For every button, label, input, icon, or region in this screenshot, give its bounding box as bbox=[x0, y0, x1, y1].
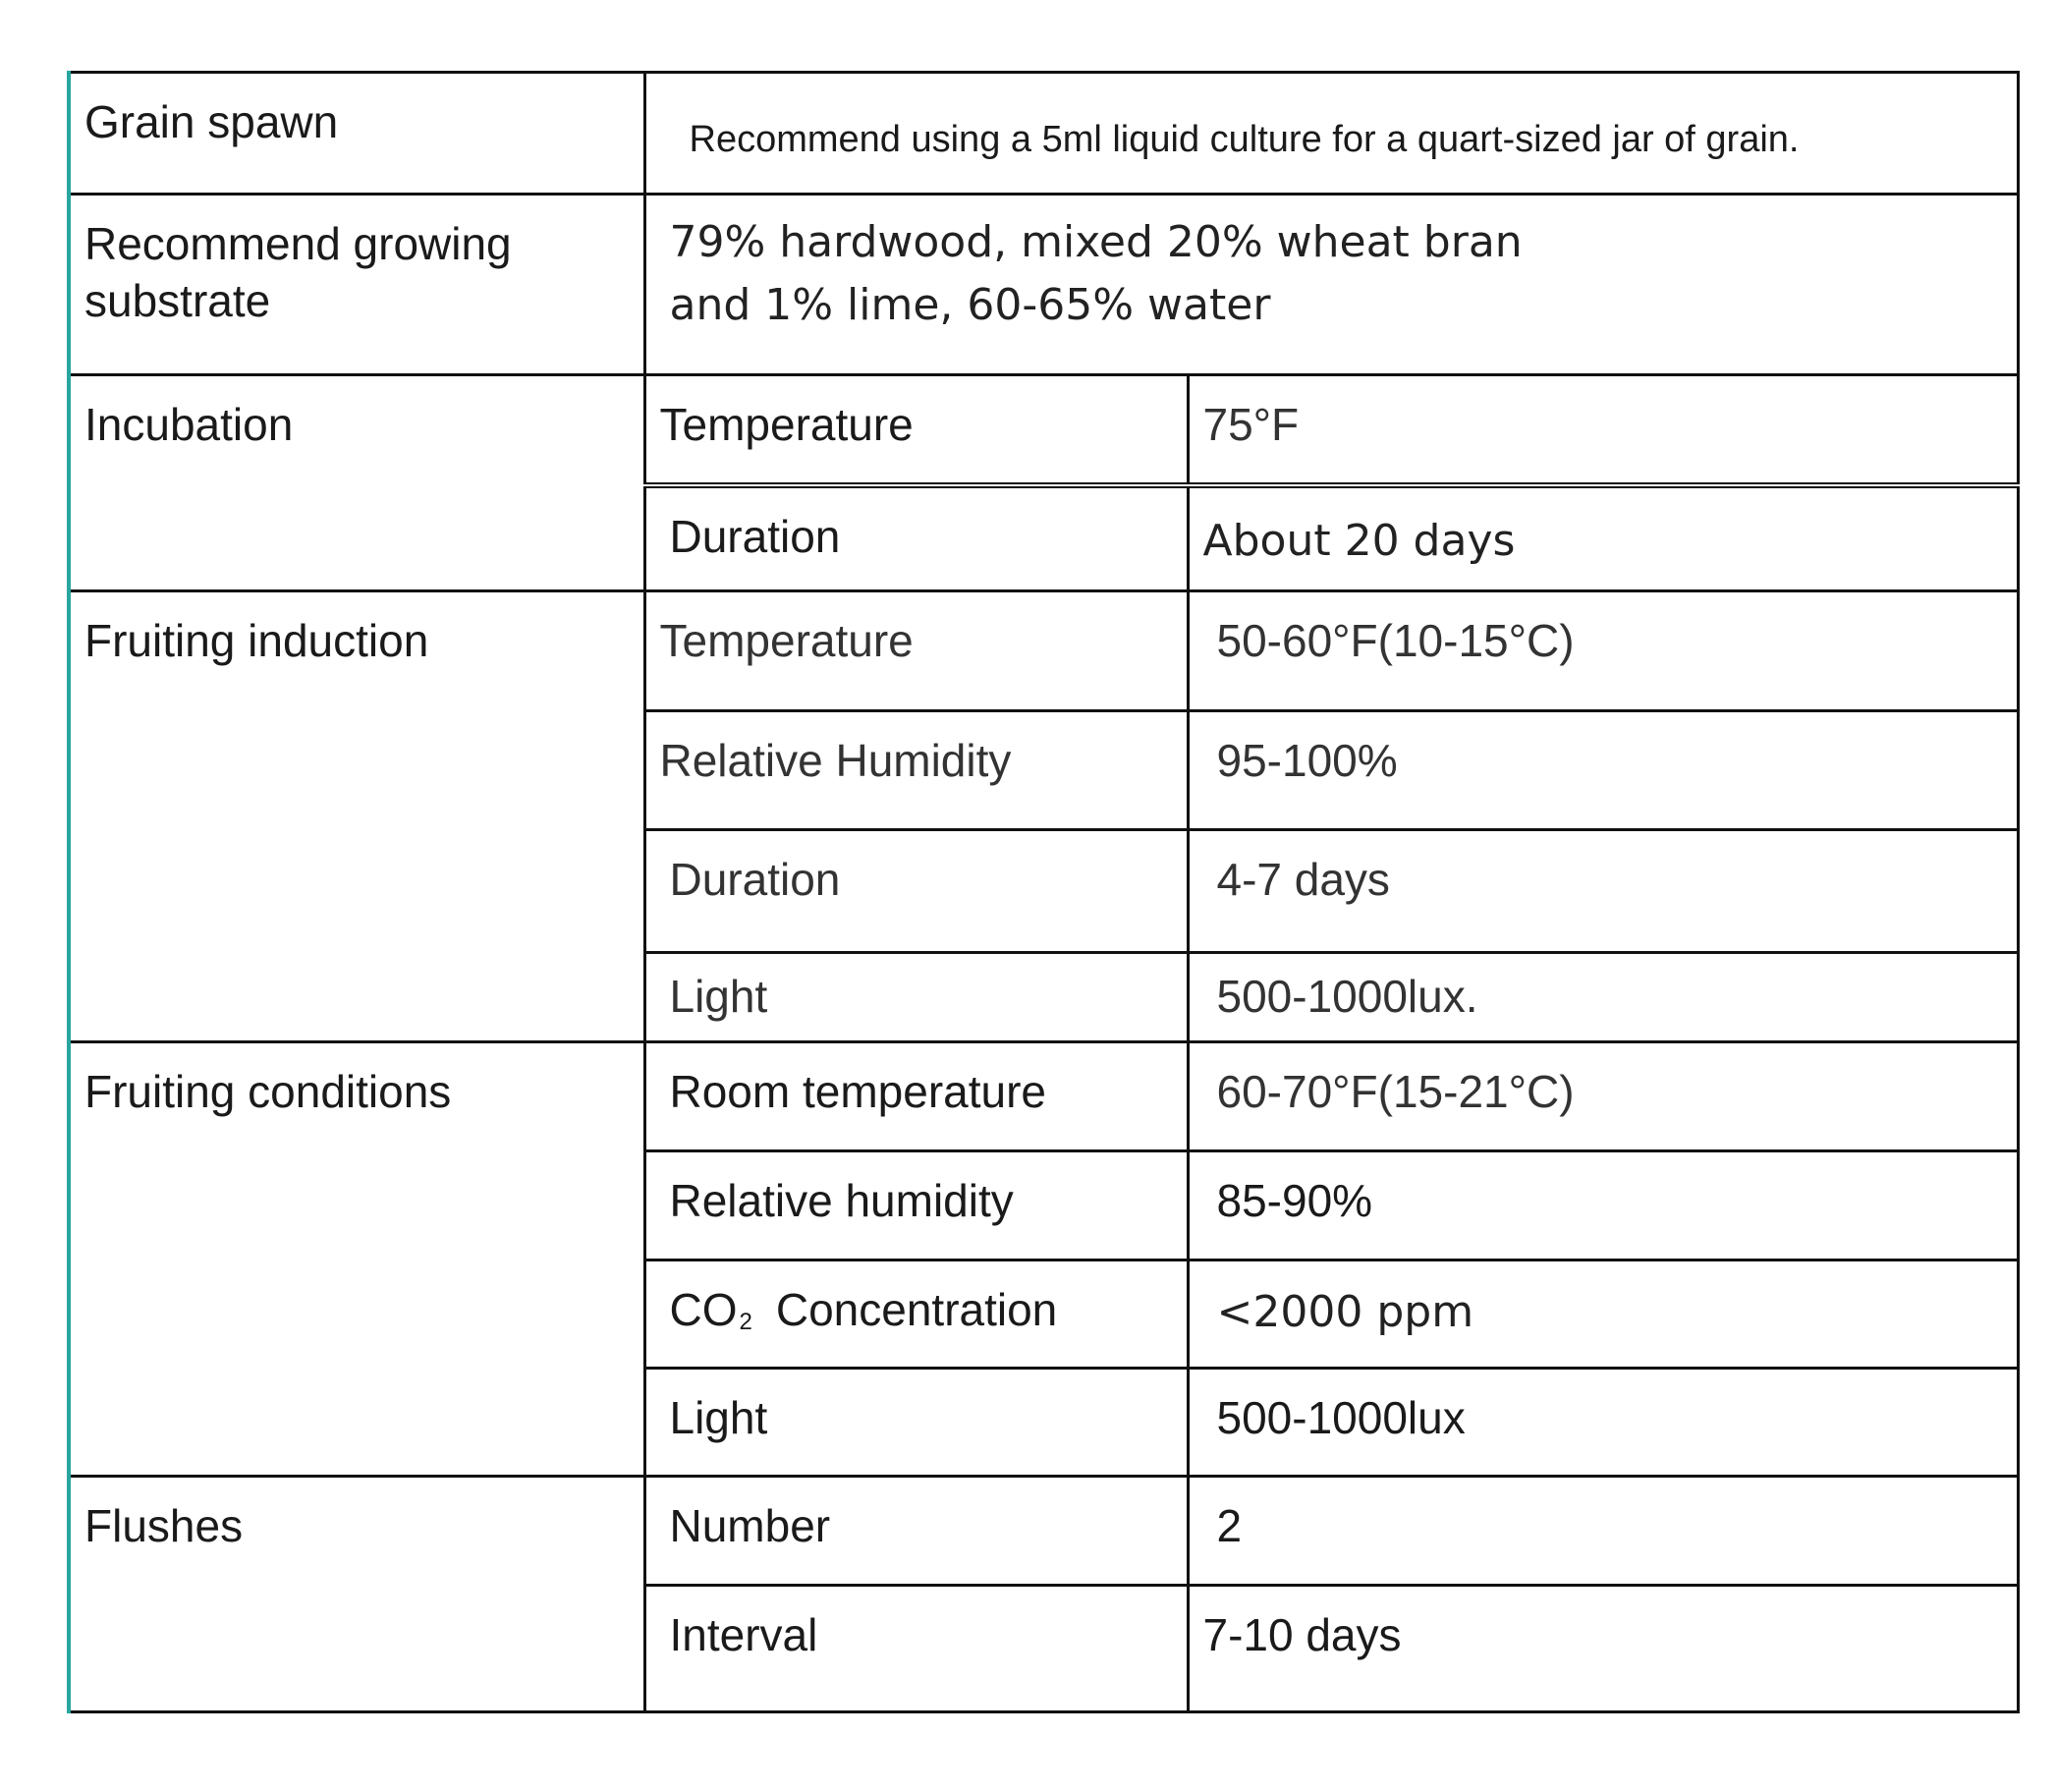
conditions-co2-param bbox=[646, 1261, 1187, 1351]
value-cell bbox=[1188, 953, 2018, 1041]
row-grain-spawn bbox=[69, 73, 2018, 195]
flushes-label: Flushes bbox=[84, 1499, 244, 1551]
label-cell-fruiting-conditions bbox=[69, 1041, 644, 1476]
value-cell bbox=[1188, 375, 2018, 485]
flushes-interval-value: 7-10 days bbox=[1202, 1608, 1402, 1660]
value-cell-grain-spawn bbox=[644, 73, 2018, 195]
param-cell bbox=[644, 1150, 1188, 1260]
value-cell bbox=[1188, 1368, 2018, 1476]
induction-light-param: Light bbox=[669, 971, 768, 1023]
row-incubation-temperature bbox=[69, 375, 2018, 485]
value-cell bbox=[1188, 1260, 2018, 1368]
param-cell bbox=[644, 375, 1188, 485]
value-cell bbox=[1188, 1476, 2018, 1585]
induction-light-value: 500-1000lux. bbox=[1216, 971, 1478, 1023]
label-cell-grain-spawn bbox=[69, 73, 644, 195]
conditions-humidity-param: Relative humidity bbox=[669, 1174, 1014, 1226]
row-flushes-number bbox=[69, 1476, 2018, 1585]
value-cell bbox=[1188, 485, 2018, 591]
row-induction-temperature bbox=[69, 591, 2018, 711]
param-cell bbox=[644, 953, 1188, 1041]
value-cell bbox=[1188, 711, 2018, 830]
flushes-number-value: 2 bbox=[1216, 1499, 1243, 1551]
row-substrate bbox=[69, 195, 2018, 375]
param-cell bbox=[644, 1476, 1188, 1585]
incubation-duration-param: Duration bbox=[669, 510, 841, 562]
value-cell-substrate bbox=[644, 195, 2018, 375]
param-cell bbox=[644, 485, 1188, 591]
co2-subscript: 2 bbox=[739, 1308, 752, 1335]
flushes-interval-param: Interval bbox=[669, 1608, 818, 1660]
label-cell-incubation bbox=[69, 375, 644, 591]
incubation-temperature-param: Temperature bbox=[659, 399, 914, 451]
induction-humidity-param: Relative Humidity bbox=[659, 735, 1012, 787]
flushes-number-param: Number bbox=[669, 1499, 831, 1551]
cultivation-parameters-table bbox=[67, 71, 2020, 1713]
incubation-label: Incubation bbox=[84, 399, 294, 451]
param-cell bbox=[644, 1368, 1188, 1476]
fruiting-conditions-label: Fruiting conditions bbox=[84, 1065, 452, 1117]
fruiting-induction-label: Fruiting induction bbox=[84, 615, 429, 667]
conditions-light-value: 500-1000lux bbox=[1216, 1391, 1466, 1443]
substrate-label: Recommend growing substrate bbox=[84, 218, 512, 327]
value-cell bbox=[1188, 1585, 2018, 1711]
conditions-humidity-value: 85-90% bbox=[1216, 1174, 1373, 1226]
value-cell bbox=[1188, 1150, 2018, 1260]
substrate-value-line2: and 1% lime, 60-65% water bbox=[669, 280, 1271, 331]
value-cell bbox=[1188, 830, 2018, 953]
co2-main: CO bbox=[669, 1283, 738, 1335]
value-cell bbox=[1188, 1041, 2018, 1150]
grain-spawn-label: Grain spawn bbox=[84, 96, 339, 147]
value-cell bbox=[1188, 591, 2018, 711]
conditions-co2-value: <2000 ppm bbox=[1216, 1286, 1474, 1337]
incubation-temperature-value: 75°F bbox=[1202, 399, 1300, 451]
row-conditions-temperature bbox=[69, 1041, 2018, 1150]
induction-humidity-value: 95-100% bbox=[1216, 735, 1398, 787]
induction-duration-value: 4-7 days bbox=[1216, 854, 1390, 906]
co2-rest: Concentration bbox=[775, 1283, 1058, 1335]
conditions-temperature-param: Room temperature bbox=[669, 1065, 1046, 1117]
label-cell-substrate bbox=[69, 195, 644, 375]
param-cell bbox=[644, 711, 1188, 830]
grain-spawn-value: Recommend using a 5ml liquid culture for a quart-sized jar of grain. bbox=[689, 119, 1800, 160]
conditions-temperature-value: 60-70°F(15-21°C) bbox=[1216, 1065, 1575, 1117]
param-cell bbox=[644, 1260, 1188, 1368]
incubation-duration-value: About 20 days bbox=[1202, 515, 1516, 566]
label-cell-flushes bbox=[69, 1476, 644, 1711]
conditions-light-param: Light bbox=[669, 1391, 768, 1443]
param-cell bbox=[644, 1041, 1188, 1150]
induction-temperature-param: Temperature bbox=[659, 615, 914, 667]
param-cell bbox=[644, 591, 1188, 711]
param-cell bbox=[644, 1585, 1188, 1711]
param-cell bbox=[644, 830, 1188, 953]
label-cell-fruiting-induction bbox=[69, 591, 644, 1041]
induction-duration-param: Duration bbox=[669, 854, 841, 906]
substrate-value-line1: 79% hardwood, mixed 20% wheat bran bbox=[669, 217, 1523, 268]
induction-temperature-value: 50-60°F(10-15°C) bbox=[1216, 615, 1575, 667]
